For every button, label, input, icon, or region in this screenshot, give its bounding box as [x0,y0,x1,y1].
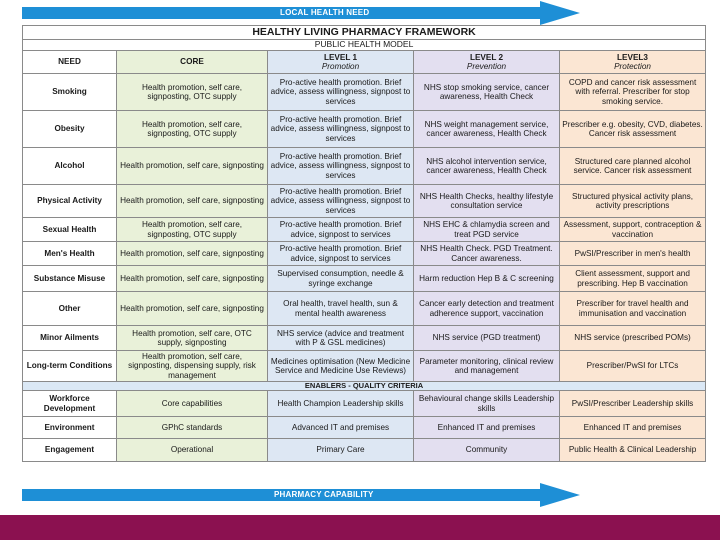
need-cell-need: Other [23,292,117,326]
enabler-cell-need: Engagement [23,439,117,462]
header-level3: LEVEL3 Protection [560,51,706,74]
footer-bar [0,515,720,540]
enabler-cell-core: GPhC standards [117,417,268,439]
need-cell-l2: NHS Health Checks, healthy lifestyle consultation service [414,185,560,218]
enabler-cell-l1: Primary Care [268,439,414,462]
header-core: CORE [117,51,268,74]
need-cell-l1: Pro-active health promotion. Brief advice, assess willingness, signpost to services [268,74,414,111]
need-cell-core: Health promotion, self care, OTC supply, signposting [117,326,268,351]
enabler-row [23,417,706,439]
need-cell-l1: Pro-active health promotion. Brief advice, signpost to services [268,242,414,266]
need-cell-l3: Assessment, support, contraception & vaccination [560,218,706,242]
need-cell-core: Health promotion, self care, signposting [117,185,268,218]
framework-subtitle: PUBLIC HEALTH MODEL [23,40,706,51]
need-cell-l3: Client assessment, support and prescribing. Hep B vaccination [560,266,706,292]
need-cell-l1: Oral health, travel health, sun & mental health awareness [268,292,414,326]
need-cell-need: Substance Misuse [23,266,117,292]
need-cell-l2: Parameter monitoring, clinical review and management [414,351,560,382]
need-row [23,74,706,111]
need-cell-l1: Medicines optimisation (New Medicine Service and Medicine Use Reviews) [268,351,414,382]
need-row [23,326,706,351]
need-cell-need: Smoking [23,74,117,111]
need-cell-l3: PwSI/Prescriber in men's health [560,242,706,266]
need-cell-l3: Structured care planned alcohol service. Cancer risk assessment [560,148,706,185]
need-cell-l2: NHS Health Check. PGD Treatment. Cancer awareness. [414,242,560,266]
enabler-cell-l2: Enhanced IT and premises [414,417,560,439]
need-cell-core: Health promotion, self care, signposting, dispensing supply, risk management [117,351,268,382]
need-cell-l3: Prescriber/PwSI for LTCs [560,351,706,382]
need-cell-core: Health promotion, self care, signposting [117,266,268,292]
need-cell-l2: NHS weight management service, cancer awareness, Health Check [414,111,560,148]
need-cell-l1: Pro-active health promotion. Brief advice, assess willingness, signpost to services [268,148,414,185]
enabler-cell-l3: Public Health & Clinical Leadership [560,439,706,462]
need-row [23,218,706,242]
need-cell-need: Alcohol [23,148,117,185]
need-cell-need: Long-term Conditions [23,351,117,382]
header-level1: LEVEL 1 Promotion [268,51,414,74]
arrow-label: PHARMACY CAPABILITY [274,490,374,499]
need-cell-need: Physical Activity [23,185,117,218]
enabler-row [23,439,706,462]
need-cell-core: Health promotion, self care, signposting, OTC supply [117,74,268,111]
enabler-cell-l2: Community [414,439,560,462]
need-cell-need: Obesity [23,111,117,148]
need-cell-l2: NHS alcohol intervention service, cancer awareness, Health Check [414,148,560,185]
header-need: NEED [23,51,117,74]
enabler-cell-need: Environment [23,417,117,439]
enabler-cell-l2: Behavioural change skills Leadership skills [414,391,560,417]
need-cell-l3: COPD and cancer risk assessment with referral. Prescriber for stop smoking service. [560,74,706,111]
need-cell-l3: NHS service (prescribed POMs) [560,326,706,351]
enabler-cell-core: Core capabilities [117,391,268,417]
pharmacy-capability-arrow [22,487,622,503]
enabler-cell-need: Workforce Development [23,391,117,417]
need-row [23,111,706,148]
need-cell-need: Sexual Health [23,218,117,242]
need-row [23,148,706,185]
need-cell-l3: Prescriber for travel health and immunisation and vaccination [560,292,706,326]
need-cell-l1: Pro-active health promotion. Brief advice, assess willingness, signpost to services [268,185,414,218]
need-row [23,292,706,326]
need-cell-core: Health promotion, self care, signposting, OTC supply [117,218,268,242]
need-cell-core: Health promotion, self care, signposting, OTC supply [117,111,268,148]
need-cell-l2: Harm reduction Hep B & C screening [414,266,560,292]
header-row [23,51,706,74]
need-cell-need: Minor Ailments [23,326,117,351]
need-row [23,185,706,218]
enabler-cell-l3: PwSI/Prescriber Leadership skills [560,391,706,417]
enabler-row [23,391,706,417]
need-cell-l3: Prescriber e.g. obesity, CVD, diabetes. Cancer risk assessment [560,111,706,148]
arrow-label: LOCAL HEALTH NEED [280,8,370,17]
need-cell-l3: Structured physical activity plans, activity prescriptions [560,185,706,218]
enablers-band: ENABLERS - QUALITY CRITERIA [23,382,706,391]
need-cell-l1: NHS service (advice and treatment with P & GSL medicines) [268,326,414,351]
need-cell-l1: Pro-active health promotion. Brief advice, signpost to services [268,218,414,242]
framework-table [22,25,706,462]
need-cell-core: Health promotion, self care, signposting [117,242,268,266]
enabler-cell-core: Operational [117,439,268,462]
need-cell-l1: Supervised consumption, needle & syringe exchange [268,266,414,292]
need-cell-l2: NHS stop smoking service, cancer awareness, Health Check [414,74,560,111]
need-cell-l2: NHS EHC & chlamydia screen and treat PGD service [414,218,560,242]
arrow-head-icon [540,483,580,507]
framework-title: HEALTHY LIVING PHARMACY FRAMEWORK [23,26,706,40]
need-cell-core: Health promotion, self care, signposting [117,292,268,326]
need-row [23,351,706,382]
need-cell-l2: NHS service (PGD treatment) [414,326,560,351]
need-cell-need: Men's Health [23,242,117,266]
need-cell-l2: Cancer early detection and treatment adherence support, vaccination [414,292,560,326]
header-level2: LEVEL 2 Prevention [414,51,560,74]
local-health-need-arrow [22,5,622,21]
need-row [23,242,706,266]
need-cell-l1: Pro-active health promotion. Brief advice, assess willingness, signpost to services [268,111,414,148]
need-row [23,266,706,292]
need-cell-core: Health promotion, self care, signposting [117,148,268,185]
arrow-head-icon [540,1,580,25]
enabler-cell-l3: Enhanced IT and premises [560,417,706,439]
enabler-cell-l1: Advanced IT and premises [268,417,414,439]
enabler-cell-l1: Health Champion Leadership skills [268,391,414,417]
